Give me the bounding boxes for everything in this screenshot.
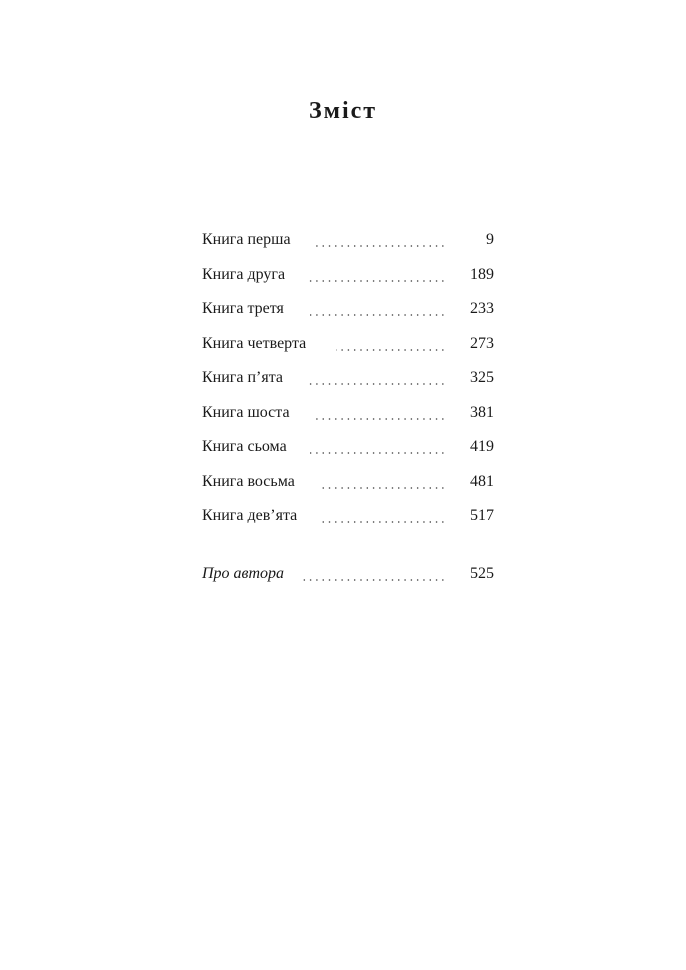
toc-entry-page: 273 bbox=[470, 334, 494, 352]
toc-entry-page: 189 bbox=[470, 265, 494, 283]
toc-entry-page: 325 bbox=[470, 369, 494, 386]
toc-entry-page: 517 bbox=[470, 507, 494, 524]
toc-entry-book-6 bbox=[202, 404, 494, 439]
dot-leader bbox=[336, 349, 446, 351]
toc-entry-label: Книга восьма bbox=[202, 472, 295, 490]
dot-leader bbox=[318, 521, 446, 523]
toc-entry-label: Книга друга bbox=[202, 265, 286, 283]
toc-entry-about-author bbox=[202, 565, 494, 600]
toc-entry-label: Книга шоста bbox=[202, 403, 290, 421]
toc-entry-label: Книга третя bbox=[202, 300, 284, 317]
dot-leader bbox=[312, 418, 446, 420]
toc-entry-book-5 bbox=[202, 369, 494, 404]
toc-entry-book-1 bbox=[202, 231, 494, 266]
dot-leader bbox=[318, 487, 446, 489]
toc-entry-book-2 bbox=[202, 266, 494, 301]
dot-leader bbox=[310, 314, 446, 316]
toc-entry-book-4 bbox=[202, 335, 494, 370]
toc-entry-label: Книга сьома bbox=[202, 438, 287, 455]
dot-leader bbox=[316, 245, 446, 247]
toc-entry-book-8 bbox=[202, 473, 494, 508]
page-title: Зміст bbox=[308, 98, 378, 124]
toc-entry-label: Книга п’ята bbox=[202, 369, 283, 386]
dot-leader bbox=[300, 579, 446, 581]
toc-entry-page: 481 bbox=[470, 472, 494, 490]
toc-entry-label: Книга четверта bbox=[202, 334, 307, 352]
toc-entry-page: 9 bbox=[486, 231, 494, 248]
toc-entry-book-3 bbox=[202, 300, 494, 335]
toc-entry-page: 233 bbox=[470, 300, 494, 317]
dot-leader bbox=[306, 383, 446, 385]
toc-entry-label: Книга дев’ята bbox=[202, 507, 298, 524]
toc-entry-book-9 bbox=[202, 507, 494, 542]
toc-entry-page: 525 bbox=[470, 564, 494, 582]
toc-entry-book-7 bbox=[202, 438, 494, 473]
toc-entry-page: 419 bbox=[470, 438, 494, 455]
dot-leader bbox=[310, 452, 446, 454]
dot-leader bbox=[306, 280, 446, 282]
toc-entry-label: Про автора bbox=[202, 564, 285, 582]
toc-entry-label: Книга перша bbox=[202, 231, 291, 248]
table-of-contents bbox=[202, 231, 494, 599]
toc-entry-page: 381 bbox=[470, 403, 494, 421]
